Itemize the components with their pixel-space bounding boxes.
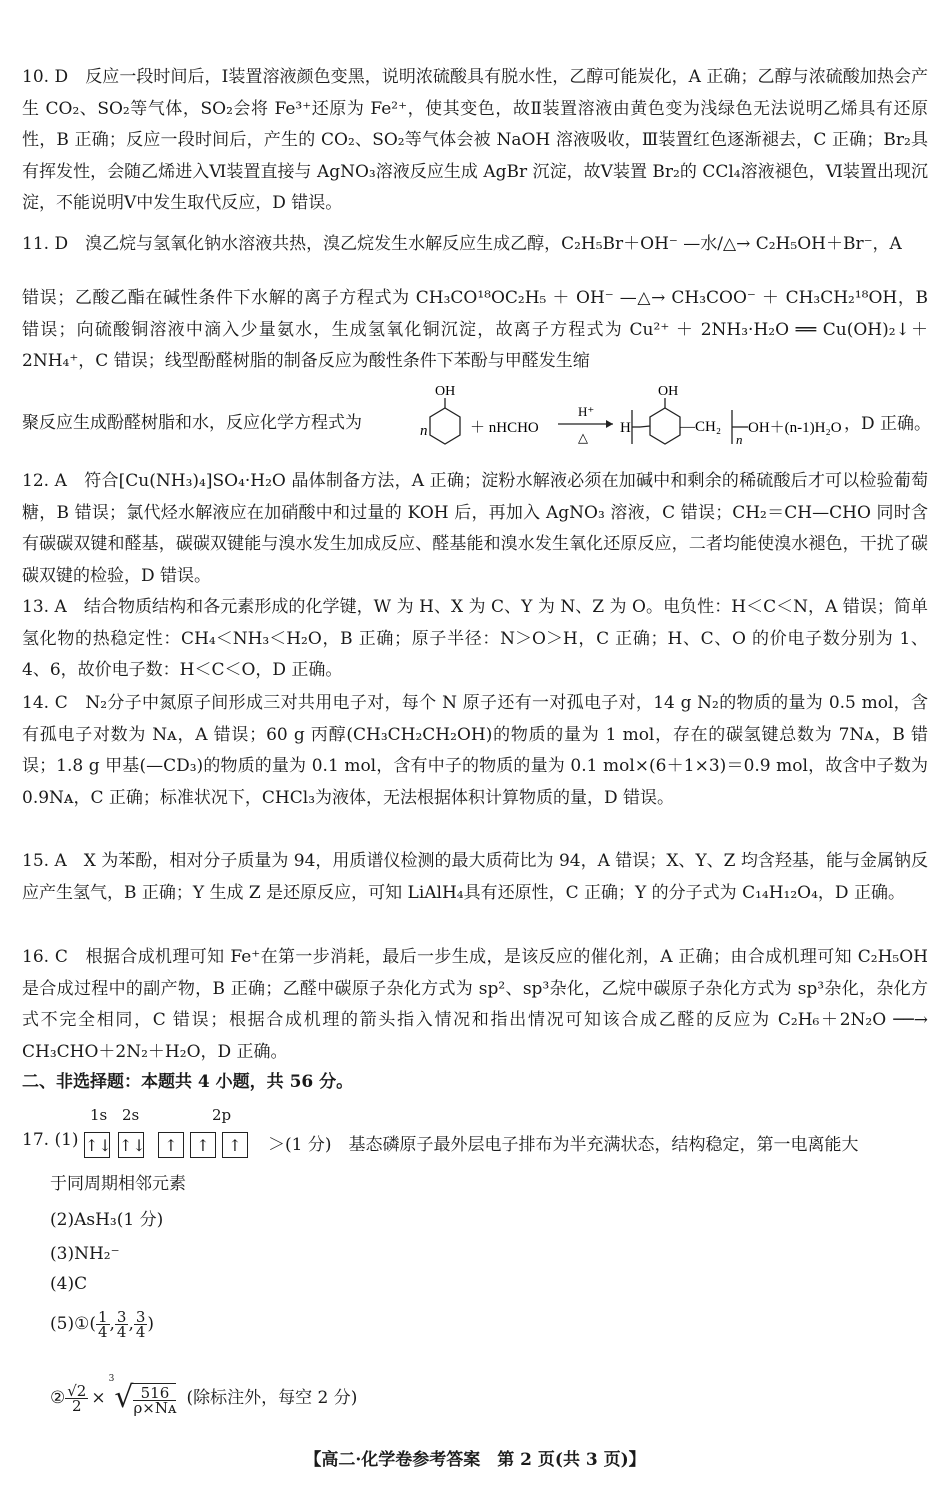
eq-oh-label: OH <box>435 384 456 399</box>
fraction-3: $\frac{3}{4}$ <box>135 1308 146 1341</box>
eq-heat: △ <box>578 430 588 445</box>
answer-12: 12. A 符合[Cu(NH₃)₄]SO₄·H₂O 晶体制备方法，A 正确；淀粉水解液必须在加碱中和剩余的稀硫酸后才可以检验葡萄糖，B 错误；氯代烃水解液应在加硝酸中和过量的 KOH 后，再加入 AgNO₃ 溶液，C 错误；CH₂＝CH—CHO 同时含有碳碳双键和醛基，碳碳双键能与溴水发生加成反应、醛基能和溴水发生氧化还原反应，二者均能使溴水褪色，干扰了碳碳双键的检验，D 错误。 <box>22 471 928 586</box>
benzene-ring-icon <box>430 408 460 444</box>
page-footer: 【高二·化学卷参考答案 第 2 页(共 3 页)】 <box>304 1450 646 1470</box>
eq-h: H <box>620 420 631 436</box>
svg-text:OH: OH <box>658 384 679 399</box>
answer-17-3: (3)NH₂⁻ <box>50 1244 120 1264</box>
answer-11-text: 聚反应生成酚醛树脂和水，反应化学方程式为 <box>22 413 362 433</box>
answer-11-part2: 错误；乙酸乙酯在碱性条件下水解的离子方程式为 CH₃CO¹⁸OC₂H₅ ＋ OH⁻ —△→ CH₃COO⁻ ＋ CH₃CH₂¹⁸OH，B 错误；向硫酸铜溶液中滴入少量氨水，生成氢氧化铜沉淀，故离子方程式为 Cu²⁺ ＋ 2NH₃·H₂O ══ Cu(OH)₂↓＋2NH₄⁺，C 错误；线型酚醛树脂的制备反应为酸性条件下苯酚与甲醛发生缩 <box>22 288 928 371</box>
answer-13: 13. A 结合物质结构和各元素形成的化学键，W 为 H、X 为 C、Y 为 N、Z 为 O。电负性：H＜C＜N，A 错误；简单氢化物的热稳定性：CH₄＜NH₃＜H₂O，B 正确；原子半径：N＞O＞H，C 正确；H、C、O 的价电子数分别为 1、4、6，故价电子数：H＜C＜O，D 正确。 <box>22 597 928 680</box>
fraction-root: $\frac{516}{\text{ρ×Nᴀ}}$ <box>133 1383 177 1417</box>
eq-hcho: ＋ nHCHO <box>470 420 539 436</box>
benzene-ring-icon-2 <box>650 408 680 444</box>
orbital-box-2s: ↑↓ <box>118 1132 144 1158</box>
answer-17-4: (4)C <box>50 1274 88 1294</box>
answer-16: 16. C 根据合成机理可知 Fe⁺在第一步消耗，最后一步生成，是该反应的催化剂，A 正确；由合成机理可知 C₂H₅OH 是合成过程中的副产物，B 正确；乙醛中碳原子杂化方式为 sp²、sp³杂化，乙烷中碳原子杂化方式为 sp³杂化，杂化方式不完全相同，C 错误；根据合成机理的箭头指入情况和指出情况可知该合成乙醛的反应为 C₂H₆＋2N₂O ──→ CH₃CHO＋2N₂＋H₂O，D 正确。 <box>22 947 928 1062</box>
fraction-1: $\frac{1}{4}$ <box>97 1308 108 1341</box>
eq-n: n <box>420 423 428 439</box>
eq-ch2: —CH₂ <box>680 419 722 435</box>
orbital-label-2s: 2s <box>122 1106 140 1124</box>
fraction-sqrt2: $\frac{√2}{2}$ <box>67 1382 87 1415</box>
cube-root-icon: √ <box>114 1380 134 1415</box>
orbital-box-1s: ↑↓ <box>84 1132 110 1158</box>
answer-10: 10. D 反应一段时间后，Ⅰ装置溶液颜色变黑，说明浓硫酸具有脱水性，乙醇可能炭化，A 正确；乙醇与浓硫酸加热会产生 CO₂、SO₂等气体，SO₂会将 Fe³⁺还原为 Fe²⁺，使其变色，故Ⅱ装置溶液由黄色变为浅绿色无法说明乙烯具有还原性，B 正确；反应一段时间后，产生的 CO₂、SO₂等气体会被 NaOH 溶液吸收，Ⅲ装置红色逐渐褪去，C 正确；Br₂具有挥发性，会随乙烯进入Ⅵ装置直接与 AgNO₃溶液反应生成 AgBr 沉淀，故Ⅴ装置 Br₂的 CCl₄溶液褪色，Ⅵ装置出现沉淀，不能说明Ⅴ中发生取代反应，D 错误。 <box>22 67 928 213</box>
arrow-icon <box>606 420 613 428</box>
answer-17-1-cont: 于同周期相邻元素 <box>50 1174 186 1194</box>
answer-14: 14. C N₂分子中氮原子间形成三对共用电子对，每个 N 原子还有一对孤电子对，14 g N₂的物质的量为 0.5 mol，含有孤电子对数为 Nᴀ，A 错误；60 g 丙醇(CH₃CH₂CH₂OH)的物质的量为 1 mol，存在的碳氢键总数为 7Nᴀ，B 错误；1.8 g 甲基(—CD₃)的物质的量为 0.1 mol，含有中子的物质的量为 0.1 mol×(6＋1×3)＝0.9 mol，故含中子数为 0.9Nᴀ，C 正确；标准状况下，CHCl₃为液体，无法根据体积计算物质的量，D 错误。 <box>22 693 928 808</box>
orbital-box-2p-1: ↑ <box>158 1132 184 1158</box>
orbital-label-2p: 2p <box>212 1106 232 1124</box>
answer-17-5-2: ② $\frac{√2}{2}$ ×$^3$√ $\frac{516}{\text{ρ×Nᴀ}}$ (除标注外，每空 2 分) <box>50 1374 358 1417</box>
section-heading: 二、非选择题：本题共 4 小题，共 56 分。 <box>22 1072 354 1092</box>
svg-text:n: n <box>736 432 743 447</box>
answer-11-end: ，D 正确。 <box>844 414 932 434</box>
orbital-box-2p-3: ↑ <box>222 1132 248 1158</box>
orbital-box-2p-2: ↑ <box>190 1132 216 1158</box>
answer-17-2: (2)AsH₃(1 分) <box>50 1210 164 1230</box>
eq-catalyst: H⁺ <box>578 404 595 419</box>
phenol-formaldehyde-equation <box>418 380 878 450</box>
answer-15: 15. A X 为苯酚，相对分子质量为 94，用质谱仪检测的最大质荷比为 94，A 错误；X、Y、Z 均含羟基，能与金属钠反应产生氢气，B 正确；Y 生成 Z 是还原反应，可知 LiAlH₄具有还原性，C 正确；Y 的分子式为 C₁₄H₁₂O₄，D 正确。 <box>22 851 928 903</box>
answer-17-1-text: ＞(1 分) 基态磷原子最外层电子排布为半充满状态，结构稳定，第一电离能大 <box>268 1135 859 1155</box>
fraction-2: $\frac{3}{4}$ <box>116 1308 127 1341</box>
orbital-label-1s: 1s <box>90 1106 108 1124</box>
answer-17-prefix: 17. (1) <box>22 1130 79 1150</box>
orbital-diagram-row <box>22 1106 942 1166</box>
answer-17-5-1: (5)①( $\frac{1}{4}$ , $\frac{3}{4}$ , $\frac{3}{4}$ ) <box>50 1308 155 1341</box>
eq-products: OH＋(n-1)H₂O <box>748 420 842 436</box>
answer-11-part1: 11. D 溴乙烷与氢氧化钠水溶液共热，溴乙烷发生水解反应生成乙醇，C₂H₅Br＋OH⁻ —水/△→ C₂H₅OH＋Br⁻，A <box>22 234 902 254</box>
